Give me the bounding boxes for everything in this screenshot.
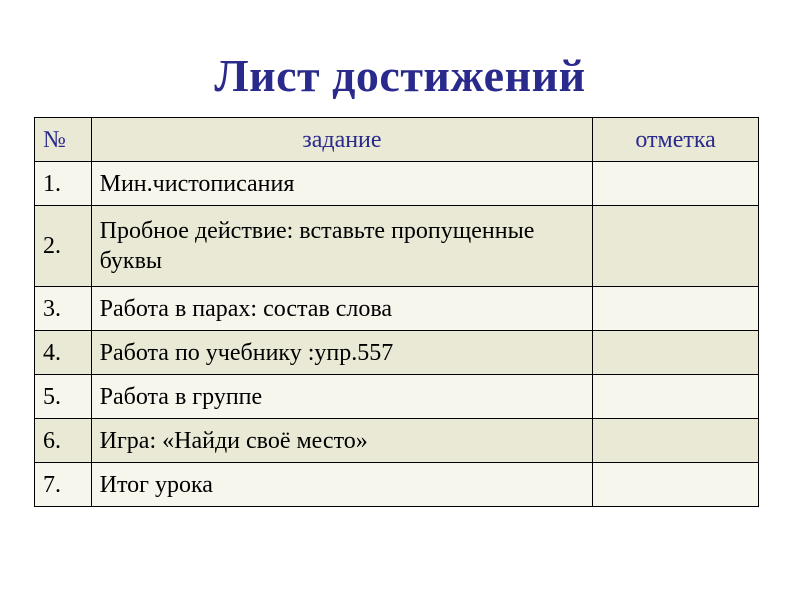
- page-title: Лист достижений: [214, 50, 586, 101]
- row-number: 5.: [35, 375, 92, 419]
- table-row: [35, 162, 759, 206]
- row-mark-cell[interactable]: [593, 331, 759, 375]
- header-mark: отметка: [593, 118, 759, 162]
- row-number: 3.: [35, 287, 92, 331]
- row-number: 2.: [35, 206, 92, 287]
- row-mark-cell[interactable]: [593, 463, 759, 507]
- row-mark-cell[interactable]: [593, 206, 759, 287]
- row-task: Работа в группе: [91, 375, 593, 419]
- row-mark-cell[interactable]: [593, 419, 759, 463]
- table-row: [35, 375, 759, 419]
- row-task: Пробное действие: вставьте пропущенные буквы: [91, 206, 593, 287]
- table-row: [35, 287, 759, 331]
- row-number: 6.: [35, 419, 92, 463]
- row-task: Игра: «Найди своё место»: [91, 419, 593, 463]
- row-number: 4.: [35, 331, 92, 375]
- row-mark-cell[interactable]: [593, 375, 759, 419]
- table-header-row: [35, 118, 759, 162]
- header-number: №: [35, 118, 92, 162]
- header-task: задание: [91, 118, 593, 162]
- row-mark-cell[interactable]: [593, 287, 759, 331]
- row-task: Работа по учебнику :упр.557: [91, 331, 593, 375]
- achievements-table: [34, 117, 759, 507]
- row-task: Итог урока: [91, 463, 593, 507]
- table-row: [35, 463, 759, 507]
- row-task: Работа в парах: состав слова: [91, 287, 593, 331]
- table-row: [35, 206, 759, 287]
- table-row: [35, 331, 759, 375]
- row-task: Мин.чистописания: [91, 162, 593, 206]
- row-number: 1.: [35, 162, 92, 206]
- row-number: 7.: [35, 463, 92, 507]
- row-mark-cell[interactable]: [593, 162, 759, 206]
- table-row: [35, 419, 759, 463]
